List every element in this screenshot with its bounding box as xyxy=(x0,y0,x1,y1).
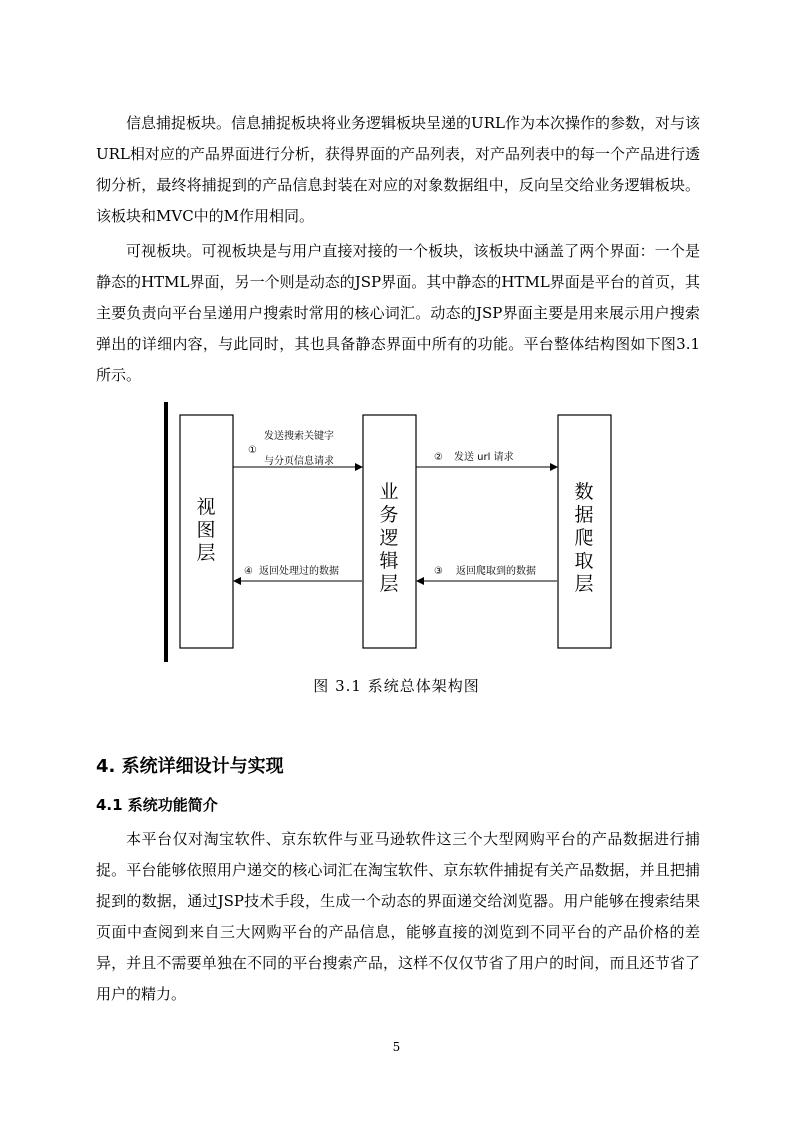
logic-char-4: 辑 xyxy=(379,550,399,572)
arrow-4-label: 返回处理过的数据 xyxy=(259,566,339,577)
crawl-char-4: 取 xyxy=(574,550,594,572)
subsection-heading: 4.1 系统功能简介 xyxy=(96,796,218,814)
figure-caption: 图 3.1 系统总体架构图 xyxy=(313,677,480,695)
logic-char-3: 逻 xyxy=(379,527,399,549)
section-heading: 4. 系统详细设计与实现 xyxy=(96,756,284,777)
arrow-1-number: ① xyxy=(248,445,257,456)
page-number: 5 xyxy=(392,1040,401,1054)
arrow-2-label: 发送 url 请求 xyxy=(454,452,514,463)
logic-char-5: 层 xyxy=(379,573,399,595)
arrow-1-label-line1: 发送搜索关键字 xyxy=(264,431,334,442)
crawl-char-5: 层 xyxy=(574,573,594,595)
paragraph-visual-module: 可视板块。可视板块是与用户直接对接的一个板块，该板块中涵盖了两个界面：一个是静态的HTML界面，另一个则是动态的JSP界面。其中静态的HTML界面是平台的首页，其主要负责向平台呈递用户搜索时常用的核心词汇。动态的JSP界面主要是用来展示用户搜索弹出的详细内容，与此同时，其也具备静态界面中所有的功能。平台整体结构图如下图3.1所示。 xyxy=(96,242,700,384)
arrow-3-label: 返回爬取到的数据 xyxy=(456,566,536,577)
logic-char-2: 务 xyxy=(379,504,399,526)
figure-left-bar xyxy=(164,402,168,662)
paragraph-function-intro: 本平台仅对淘宝软件、京东软件与亚马逊软件这三个大型网购平台的产品数据进行捕捉。平台能够依照用户递交的核心词汇在淘宝软件、京东软件捕捉有关产品数据，并且把捕捉到的数据，通过JSP技术手段，生成一个动态的界面递交给浏览器。用户能够在搜索结果页面中查阅到来自三大网购平台的产品信息，能够直接的浏览到不同平台的产品价格的差异，并且不需要单独在不同的平台搜索产品，这样不仅仅节省了用户的时间，而且还节省了用户的精力。 xyxy=(96,830,700,1003)
arrow-1-label-line2: 与分页信息请求 xyxy=(264,456,334,467)
crawl-char-1: 数 xyxy=(574,481,594,503)
arrow-3-number: ③ xyxy=(434,566,443,577)
crawl-char-2: 据 xyxy=(574,504,594,526)
architecture-figure xyxy=(160,398,620,664)
view-char-2: 图 xyxy=(196,519,216,541)
arrow-2-number: ② xyxy=(434,452,443,463)
view-char-1: 视 xyxy=(196,496,216,518)
paragraph-info-capture: 信息捕捉板块。信息捕捉板块将业务逻辑板块呈递的URL作为本次操作的参数，对与该URL相对应的产品界面进行分析，获得界面的产品列表，对产品列表中的每一个产品进行透彻分析，最终将捕捉到的产品信息封装在对应的对象数据组中，反向呈交给业务逻辑板块。该板块和MVC中的M作用相同。 xyxy=(96,114,700,225)
view-char-3: 层 xyxy=(196,542,216,564)
crawl-char-3: 爬 xyxy=(574,527,594,549)
arrow-4-number: ④ xyxy=(244,566,253,577)
logic-char-1: 业 xyxy=(379,481,399,503)
